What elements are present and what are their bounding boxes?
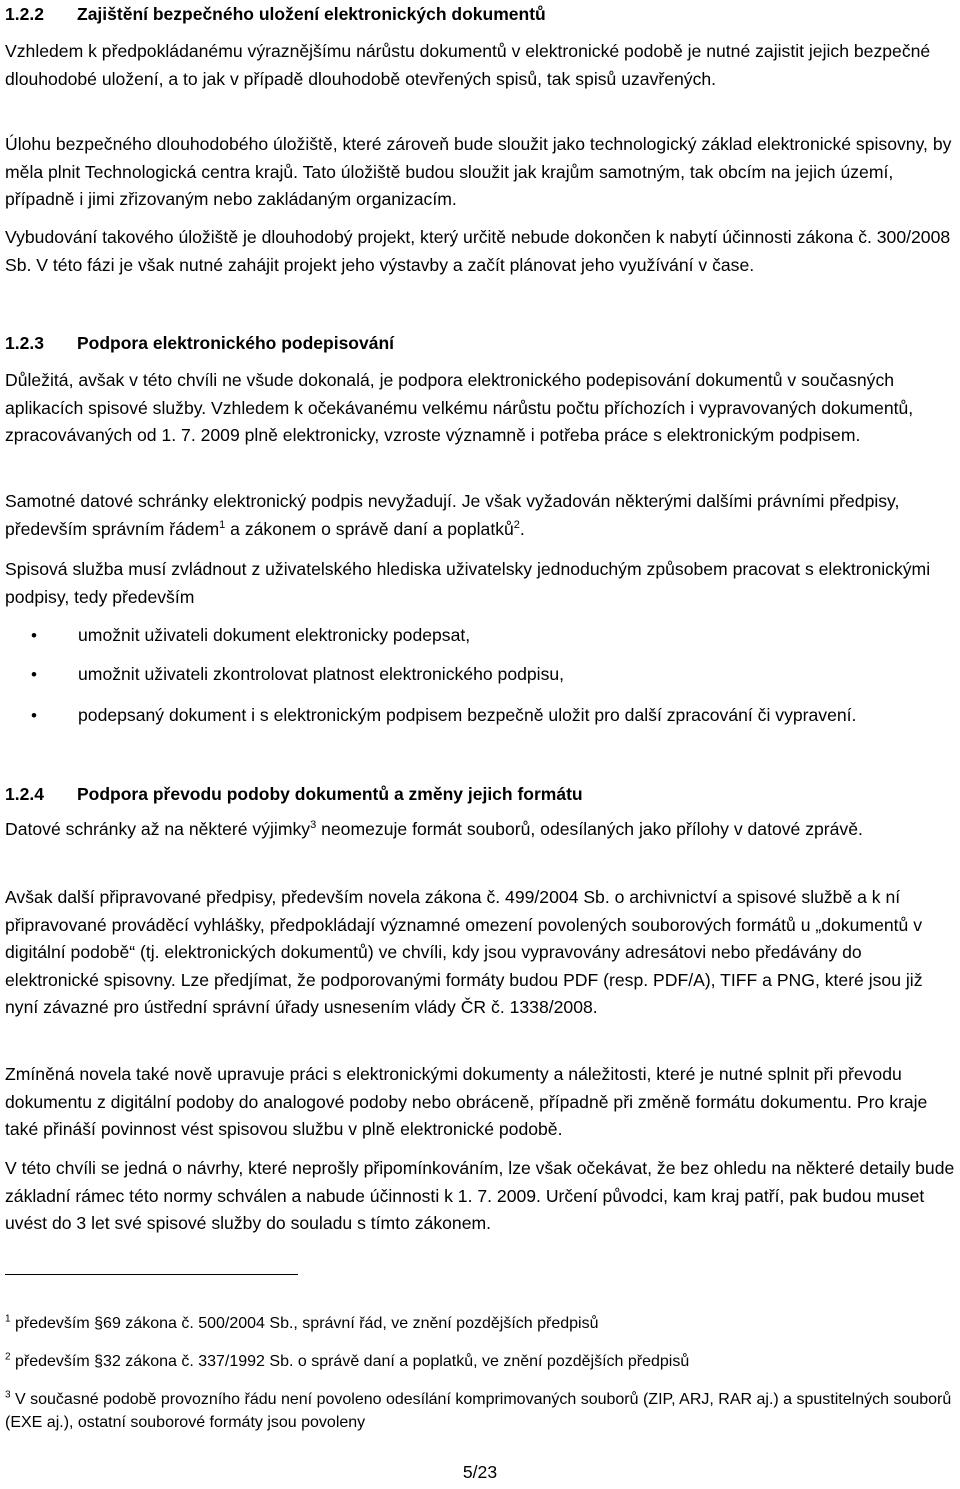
section-title: Podpora elektronického podepisování — [77, 333, 395, 353]
paragraph: Důležitá, avšak v této chvíli ne všude dokonalá, je podpora elektronického podepisování dokumentů v současných aplikacích spisové služby. Vzhledem k očekávanému velkému nárůstu počtu příchozích i vypravovaných dokumentů, zpracovávaných od 1. 7. 2009 plně elektronicky, vzroste významně i potřeba práce s elektronickým podpisem. — [5, 370, 914, 445]
paragraph: Avšak další připravované předpisy, především novela zákona č. 499/2004 Sb. o archivnictví a spisové službě a k ní připravované prováděcí vyhlášky, předpokládají významné omezení povolených souborových formátů u „dokumentů v digitální podobě“ (tj. elektronických dokumentů) ve chvíli, kdy jsou vypravovány adresátovi nebo předávány do elektronické spisovny. Lze předjímat, že podporovanými formáty budou PDF (resp. PDF/A), TIFF a PNG, které jsou již nyní závazné pro ústřední správní úřady usnesením vlády ČR č. 1338/2008. — [5, 887, 923, 1017]
paragraph-text: . — [519, 518, 525, 539]
list-item-text: umožnit uživateli dokument elektronicky podepsat, — [78, 625, 471, 645]
paragraph: Úlohu bezpečného dlouhodobého úložiště, které zároveň bude sloužit jako technologický základ elektronické spisovny, by měla plnit Technologická centra krajů. Tato úložiště budou sloužit jak krajům samotným, tak obcím na jejich území, případně i jimi zřizovaným nebo zakládaným organizacím. — [5, 134, 952, 209]
bullet-list — [5, 661, 955, 689]
footnote-reference[interactable]: 1 — [219, 518, 226, 531]
bullet-icon: • — [31, 665, 37, 684]
paragraph: Spisová služba musí zvládnout z uživatelského hlediska uživatelsky jednoduchým způsobem pracovat s elektronickými podpisy, tedy především — [5, 559, 931, 607]
footnote-mark: 3 — [5, 1389, 11, 1401]
footnote-text: především §32 zákona č. 337/1992 Sb. o správě daní a poplatků, ve znění pozdějších předpisů — [10, 1353, 690, 1370]
footnote-separator — [5, 1274, 298, 1275]
footnote-reference[interactable]: 3 — [310, 819, 317, 832]
bullet-list — [5, 702, 955, 730]
paragraph: Vybudování takového úložiště je dlouhodobý projekt, který určitě nebude dokončen k nabytí účinnosti zákona č. 300/2008 Sb. V této fázi je však nutné zahájit projekt jeho výstavby a začít plánovat jeho využívání v čase. — [5, 227, 951, 275]
section-title: Podpora převodu podoby dokumentů a změny jejich formátu — [77, 784, 583, 804]
page-number: 5/23 — [462, 1462, 498, 1482]
section-heading-1-2-3 — [5, 331, 394, 355]
list-item — [5, 702, 955, 730]
paragraph: V této chvíli se jedná o návrhy, které neprošly připomínkováním, lze však očekávat, že bez ohledu na některé detaily bude základní rámec této normy schválen a nabude účinnosti k 1. 7. 2009. Určení původci, kam kraj patří, pak budou muset uvést do 3 let své spisové služby do souladu s tímto zákonem. — [5, 1158, 955, 1233]
footnote-text: V současné podobě provozního řádu není povoleno odesílání komprimovaných souborů (ZIP, ARJ, RAR aj.) a spustitelných souborů (EXE aj.), ostatní souborové formáty jsou povoleny — [5, 1391, 952, 1431]
paragraph: Vzhledem k předpokládanému výraznějšímu nárůstu dokumentů v elektronické podobě je nutné zajistit jejich bezpečné dlouhodobé uložení, a to jak v případě dlouhodobě otevřených spisů, tak spisů uzavřených. — [5, 41, 931, 89]
footnote — [5, 1388, 955, 1434]
section-heading-1-2-2 — [5, 2, 546, 26]
paragraph-text: a zákonem o správě daní a poplatků — [225, 518, 514, 539]
bullet-list — [5, 622, 955, 650]
paragraph — [5, 488, 955, 543]
section-number: 1.2.4 — [5, 784, 44, 804]
bullet-icon: • — [31, 626, 37, 645]
footnote-mark: 2 — [5, 1351, 11, 1363]
section-title: Zajištění bezpečného uložení elektronických dokumentů — [77, 4, 546, 24]
footnote-text: především §69 zákona č. 500/2004 Sb., správní řád, ve znění pozdějších předpisů — [10, 1315, 599, 1332]
paragraph-text: Samotné datové schránky elektronický podpis nevyžadují. Je však vyžadován některými dalšími právními předpisy, především správním řádem — [5, 491, 900, 539]
list-item-text: umožnit uživateli zkontrolovat platnost elektronického podpisu, — [78, 664, 565, 684]
footnote — [5, 1350, 689, 1373]
paragraph-text: Datové schránky až na některé výjimky — [5, 819, 311, 839]
paragraph — [5, 816, 863, 844]
list-item — [5, 622, 955, 650]
list-item-text: podepsaný dokument i s elektronickým podpisem bezpečně uložit pro další zpracování či vypravení. — [78, 705, 857, 725]
section-number: 1.2.2 — [5, 4, 44, 24]
paragraph-text: neomezuje formát souborů, odesílaných jako přílohy v datové zprávě. — [316, 819, 863, 839]
footnote-reference[interactable]: 2 — [513, 518, 520, 531]
section-number: 1.2.3 — [5, 333, 44, 353]
footnote-mark: 1 — [5, 1313, 11, 1325]
bullet-icon: • — [31, 706, 37, 725]
footnote — [5, 1312, 598, 1335]
section-heading-1-2-4 — [5, 782, 583, 806]
list-item — [5, 661, 955, 689]
paragraph: Zmíněná novela také nově upravuje práci s elektronickými dokumenty a náležitosti, které je nutné splnit při převodu dokumentu z digitální podoby do analogové podoby nebo obráceně, případně při změně formátu dokumentu. Pro kraje také přináší povinnost vést spisovou službu v plně elektronické podobě. — [5, 1064, 928, 1139]
